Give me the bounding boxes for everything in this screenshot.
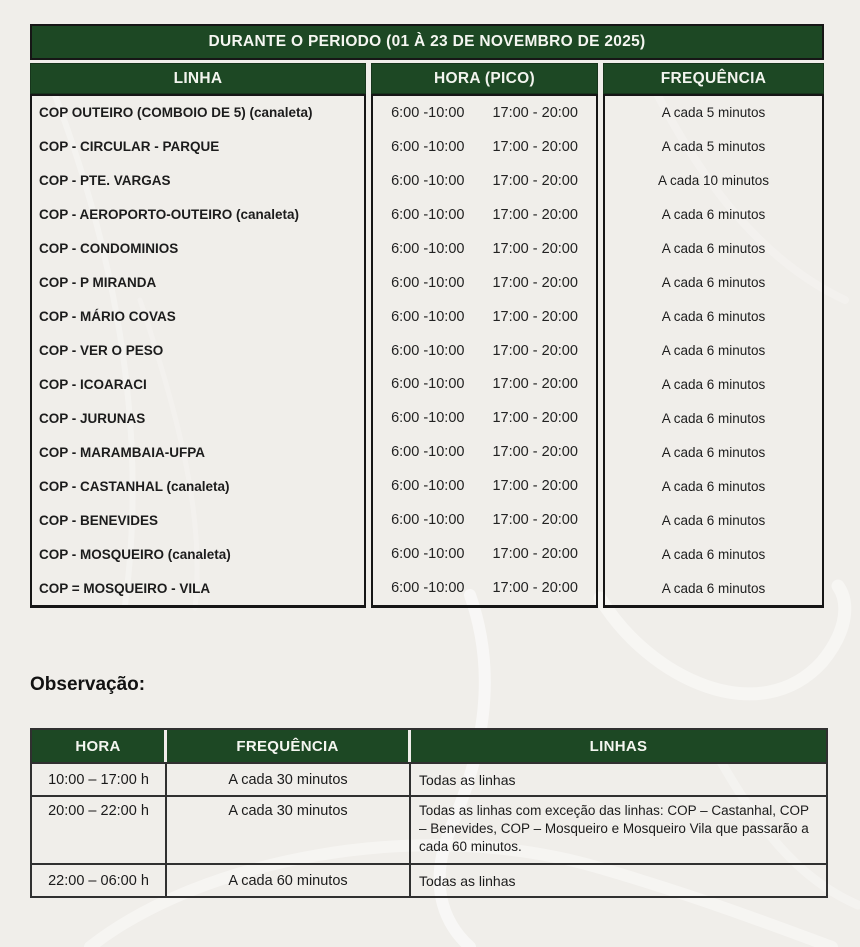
hora-evening: 17:00 - 20:00 bbox=[492, 240, 578, 257]
linha-cell: COP - PTE. VARGAS bbox=[39, 173, 171, 189]
hora-evening: 17:00 - 20:00 bbox=[492, 172, 578, 189]
linha-cell: COP - CASTANHAL (canaleta) bbox=[39, 478, 230, 494]
obs-column-header-hora: HORA bbox=[32, 730, 167, 762]
hora-cell bbox=[373, 571, 596, 605]
frequencia-cell: A cada 6 minutos bbox=[661, 580, 766, 596]
hora-cell bbox=[373, 401, 596, 435]
column-header-frequencia: FREQUÊNCIA bbox=[603, 63, 824, 94]
frequencia-cell: A cada 10 minutos bbox=[657, 173, 770, 189]
frequencia-cell: A cada 6 minutos bbox=[661, 207, 766, 223]
linha-cell: COP OUTEIRO (COMBOIO DE 5) (canaleta) bbox=[39, 105, 313, 121]
column-header-hora-pico: HORA (PICO) bbox=[371, 63, 598, 94]
obs-hora-cell: 10:00 – 17:00 h bbox=[32, 762, 167, 795]
frequencia-cell: A cada 6 minutos bbox=[661, 478, 766, 494]
frequencia-cell: A cada 6 minutos bbox=[661, 546, 766, 562]
frequencia-cell: A cada 6 minutos bbox=[661, 410, 766, 426]
obs-freq-cell: A cada 30 minutos bbox=[167, 795, 411, 863]
linha-cell: COP - BENEVIDES bbox=[39, 512, 159, 528]
table-body bbox=[30, 94, 824, 608]
hora-evening: 17:00 - 20:00 bbox=[492, 138, 578, 155]
hora-cell bbox=[373, 96, 596, 130]
observacao-table bbox=[30, 728, 828, 898]
hora-morning: 6:00 -10:00 bbox=[391, 444, 465, 461]
obs-column-header-linhas: LINHAS bbox=[411, 730, 826, 762]
linha-cell: COP - MOSQUEIRO (canaleta) bbox=[39, 546, 231, 562]
obs-linhas-cell: Todas as linhas com exceção das linhas: COP – Castanhal, COP – Benevides, COP – Mosqueiro e Mosqueiro Vila que passarão a cada 60 minutos. bbox=[411, 795, 826, 863]
hora-cell bbox=[373, 334, 596, 368]
column-frequencia bbox=[603, 94, 824, 608]
hora-evening: 17:00 - 20:00 bbox=[492, 342, 578, 359]
frequencia-cell: A cada 6 minutos bbox=[661, 275, 766, 291]
hora-morning: 6:00 -10:00 bbox=[391, 274, 465, 291]
linha-cell: COP - MÁRIO COVAS bbox=[39, 309, 176, 325]
frequencia-cell: A cada 5 minutos bbox=[661, 139, 766, 155]
hora-cell bbox=[373, 368, 596, 402]
hora-cell bbox=[373, 198, 596, 232]
obs-freq-cell: A cada 30 minutos bbox=[167, 762, 411, 795]
obs-linhas-cell: Todas as linhas bbox=[411, 863, 826, 896]
column-linha bbox=[30, 94, 366, 608]
hora-cell bbox=[373, 503, 596, 537]
hora-cell bbox=[373, 164, 596, 198]
hora-evening: 17:00 - 20:00 bbox=[492, 512, 578, 529]
linha-cell: COP - P MIRANDA bbox=[39, 275, 157, 291]
hora-cell bbox=[373, 469, 596, 503]
hora-morning: 6:00 -10:00 bbox=[391, 172, 465, 189]
hora-cell bbox=[373, 537, 596, 571]
hora-morning: 6:00 -10:00 bbox=[391, 512, 465, 529]
hora-evening: 17:00 - 20:00 bbox=[492, 376, 578, 393]
hora-morning: 6:00 -10:00 bbox=[391, 376, 465, 393]
linha-cell: COP - VER O PESO bbox=[39, 343, 164, 359]
hora-morning: 6:00 -10:00 bbox=[391, 138, 465, 155]
linha-cell: COP - CONDOMINIOS bbox=[39, 241, 179, 257]
frequencia-cell: A cada 6 minutos bbox=[661, 376, 766, 392]
hora-evening: 17:00 - 20:00 bbox=[492, 478, 578, 495]
hora-morning: 6:00 -10:00 bbox=[391, 580, 465, 597]
hora-morning: 6:00 -10:00 bbox=[391, 240, 465, 257]
column-hora-pico bbox=[371, 94, 598, 608]
linha-cell: COP - MARAMBAIA-UFPA bbox=[39, 444, 205, 460]
schedule-table bbox=[30, 24, 824, 608]
hora-cell bbox=[373, 300, 596, 334]
hora-cell bbox=[373, 266, 596, 300]
hora-cell bbox=[373, 232, 596, 266]
hora-morning: 6:00 -10:00 bbox=[391, 478, 465, 495]
obs-linhas-cell: Todas as linhas bbox=[411, 762, 826, 795]
frequencia-cell: A cada 6 minutos bbox=[661, 309, 766, 325]
hora-evening: 17:00 - 20:00 bbox=[492, 206, 578, 223]
frequencia-cell: A cada 5 minutos bbox=[661, 105, 766, 121]
hora-evening: 17:00 - 20:00 bbox=[492, 580, 578, 597]
obs-hora-cell: 22:00 – 06:00 h bbox=[32, 863, 167, 896]
hora-evening: 17:00 - 20:00 bbox=[492, 444, 578, 461]
linha-cell: COP - JURUNAS bbox=[39, 410, 146, 426]
hora-morning: 6:00 -10:00 bbox=[391, 308, 465, 325]
linha-cell: COP - ICOARACI bbox=[39, 376, 147, 392]
frequencia-cell: A cada 6 minutos bbox=[661, 512, 766, 528]
obs-freq-cell: A cada 60 minutos bbox=[167, 863, 411, 896]
hora-evening: 17:00 - 20:00 bbox=[492, 104, 578, 121]
hora-evening: 17:00 - 20:00 bbox=[492, 410, 578, 427]
frequencia-cell: A cada 6 minutos bbox=[661, 343, 766, 359]
linha-cell: COP - CIRCULAR - PARQUE bbox=[39, 139, 220, 155]
hora-evening: 17:00 - 20:00 bbox=[492, 308, 578, 325]
hora-evening: 17:00 - 20:00 bbox=[492, 546, 578, 563]
table-header-row bbox=[30, 63, 824, 94]
obs-column-header-frequencia: FREQUÊNCIA bbox=[167, 730, 411, 762]
column-header-linha: LINHA bbox=[30, 63, 366, 94]
observacao-heading: Observação: bbox=[30, 674, 146, 695]
obs-hora-cell: 20:00 – 22:00 h bbox=[32, 795, 167, 863]
hora-morning: 6:00 -10:00 bbox=[391, 104, 465, 121]
table-title: DURANTE O PERIODO (01 À 23 DE NOVEMBRO DE 2025) bbox=[30, 24, 824, 60]
hora-cell bbox=[373, 130, 596, 164]
linha-cell: COP = MOSQUEIRO - VILA bbox=[39, 580, 211, 596]
frequencia-cell: A cada 6 minutos bbox=[661, 444, 766, 460]
hora-morning: 6:00 -10:00 bbox=[391, 410, 465, 427]
hora-cell bbox=[373, 435, 596, 469]
hora-morning: 6:00 -10:00 bbox=[391, 206, 465, 223]
hora-morning: 6:00 -10:00 bbox=[391, 546, 465, 563]
hora-morning: 6:00 -10:00 bbox=[391, 342, 465, 359]
frequencia-cell: A cada 6 minutos bbox=[661, 241, 766, 257]
hora-evening: 17:00 - 20:00 bbox=[492, 274, 578, 291]
linha-cell: COP - AEROPORTO-OUTEIRO (canaleta) bbox=[39, 207, 300, 223]
